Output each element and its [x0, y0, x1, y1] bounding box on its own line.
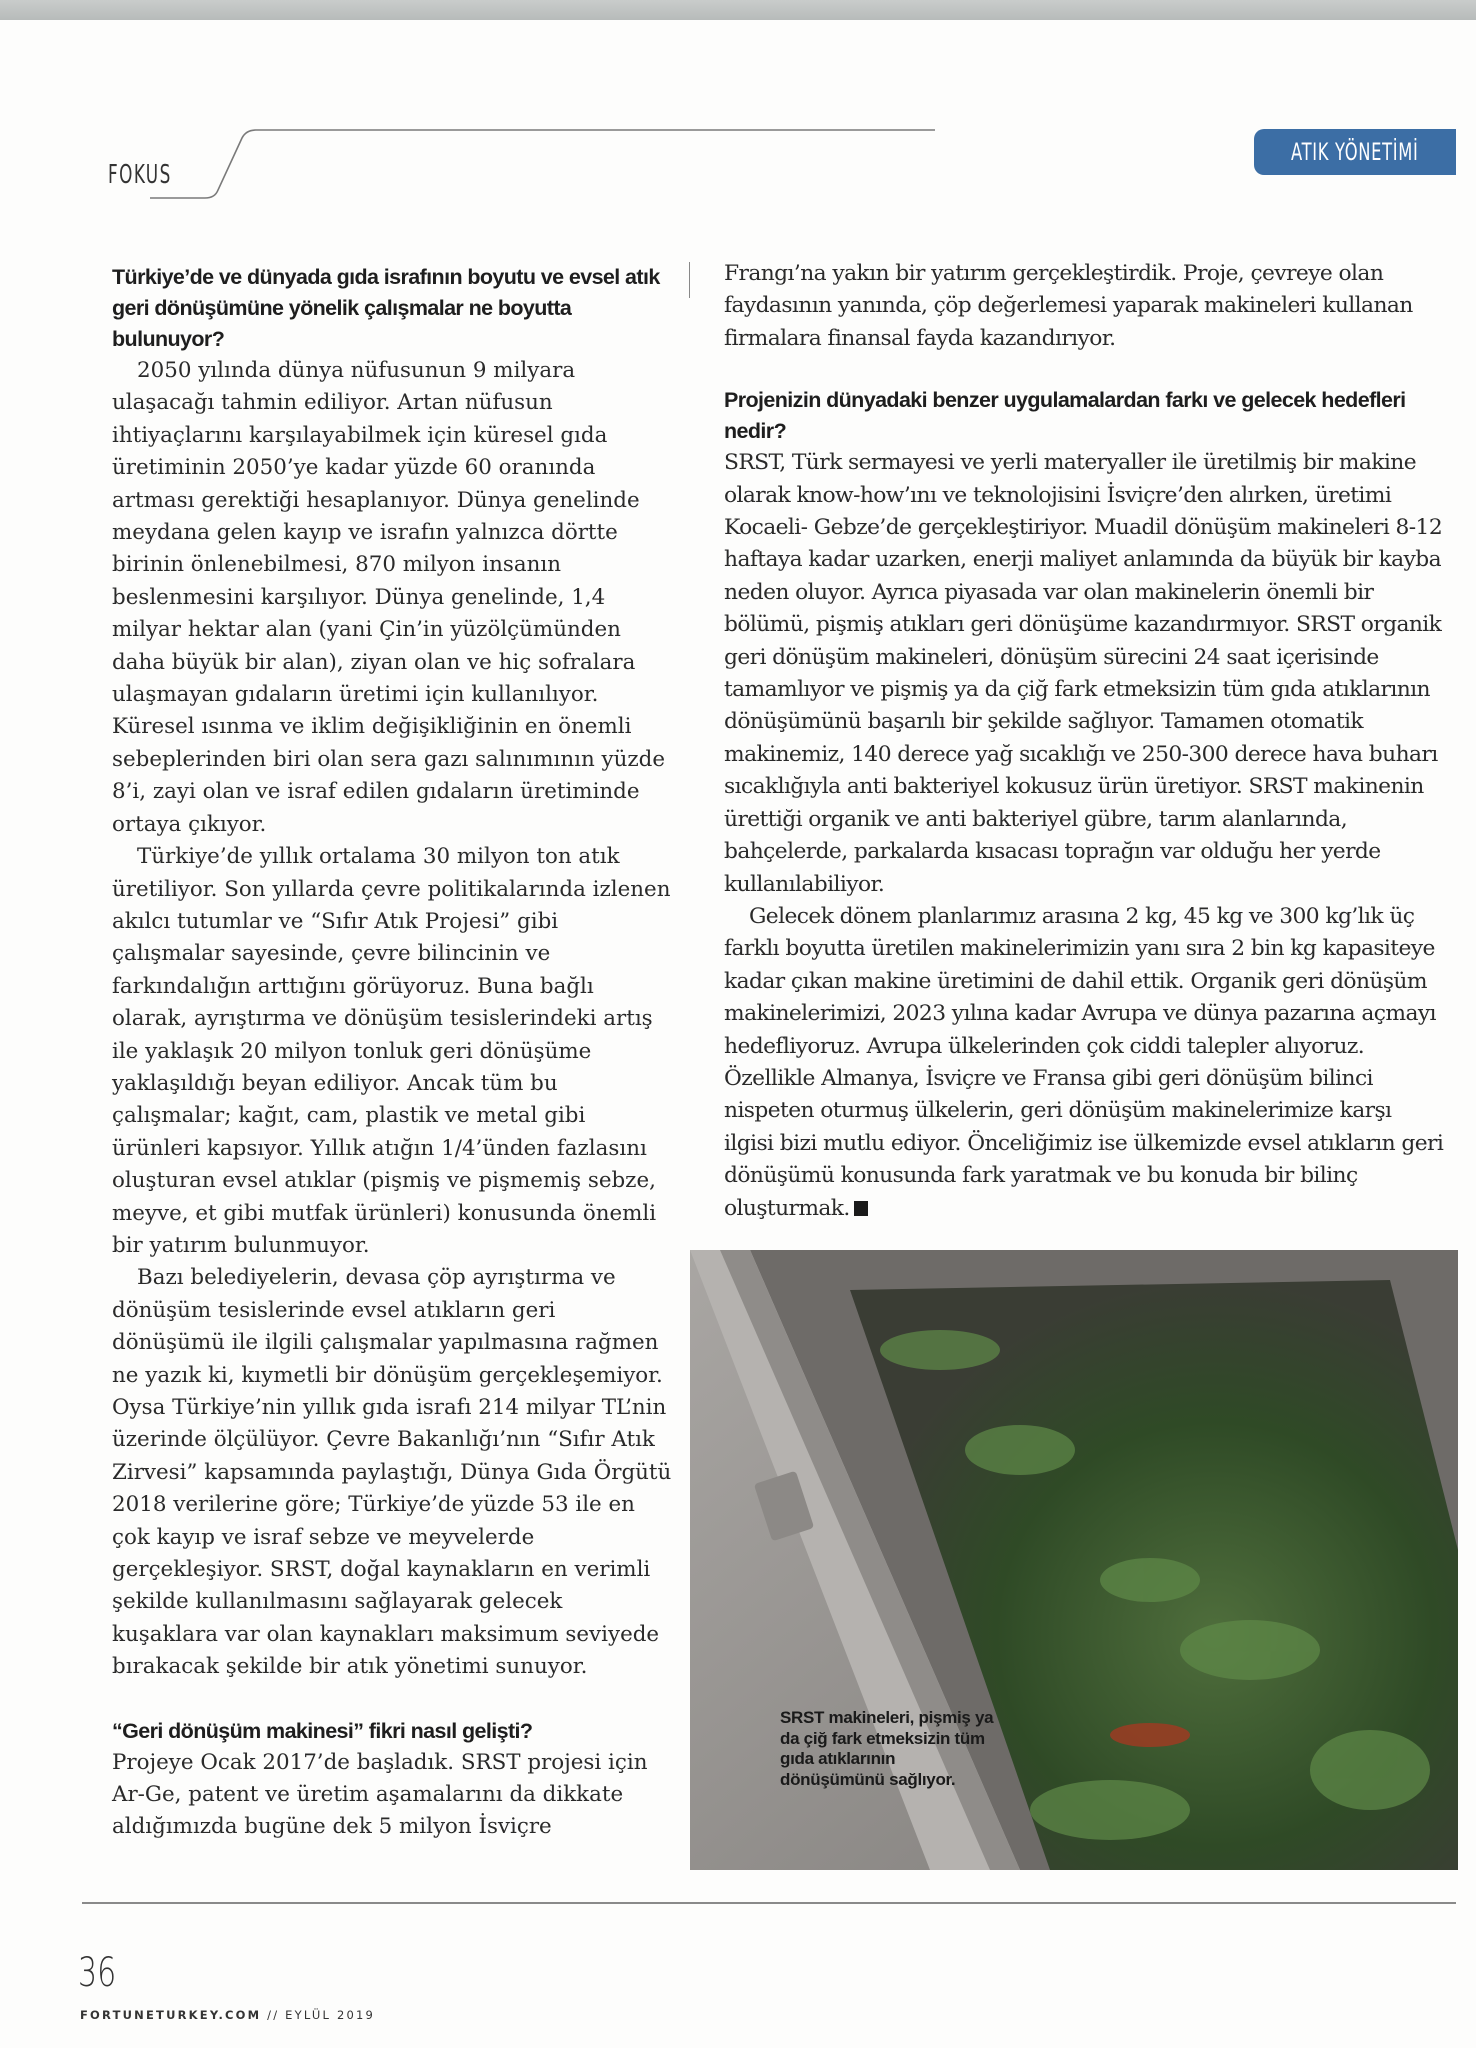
header-rule [100, 120, 940, 210]
paragraph: 2050 yılında dünya nüfusunun 9 milyara ulaşacağı tahmin ediliyor. Artan nüfusun ihtiyaçlarını karşılayabilmek için küresel gıda üretiminin 2050’ye kadar yüzde 60 oranında artması gerektiği hesaplanıyor. Dünya genelinde meydana gelen kayıp ve israfın yalnızca dörtte birinin önlenebilmesi, 870 milyon insanın beslenmesini karşılıyor. Dünya genelinde, 1,4 milyar hektar alan (yani Çin’in yüzölçümünden daha büyük bir alan), ziyan olan ve hiç sofralara ulaşmayan gıdaların üretimi için kullanılıyor. Küresel ısınma ve iklim değişikliğinin en önemli sebeplerinden biri olan sera gazı salınımının yüzde 8’i, zayi olan ve israf edilen gıdaların üretiminde ortaya çıkıyor. [112, 358, 666, 837]
end-of-article-mark-icon [854, 1201, 868, 1216]
paragraph: SRST, Türk sermayesi ve yerli materyaller ile üretilmiş bir makine olarak know-how’ını ve teknolojisini İsviçre’den alırken, üretimi Kocaeli- Gebze’de gerçekleştiriyor. Muadil dönüşüm makineleri 8-12 haftaya kadar uzarken, enerji maliyet anlamında da büyük bir kayba neden oluyor. Ayrıca piyasada var olan makinelerin önemli bir bölümü, pişmiş atıkları geri dönüşüme kazandırmıyor. SRST organik geri dönüşüm makineleri, dönüşüm sürecini 24 saat içerisinde tamamlıyor ve pişmiş ya da çiğ fark etmeksizin tüm gıda atıklarının dönüşümünü başarılı bir şekilde sağlıyor. Tamamen otomatik makinemiz, 140 derece yağ sıcaklığı ve 250-300 derece hava buharı sıcaklığıyla anti bakteriyel kokusuz ürün üretiyor. SRST makinenin ürettiği organik ve anti bakteriyel gübre, tarım alanlarında, bahçelerde, parkalarda kısacası toprağın var olduğu her yerde kullanılabiliyor. [724, 450, 1443, 897]
left-column [112, 262, 672, 1844]
question-heading: Projenizin dünyadaki benzer uygulamalardan farkı ve gelecek hedefleri nedir? [724, 388, 1406, 444]
question-heading: Türkiye’de ve dünyada gıda israfının boyutu ve evsel atık geri dönüşümüne yönelik çalışmalar ne boyutta bulunuyor? [112, 265, 660, 351]
paragraph: Projeye Ocak 2017’de başladık. SRST projesi için Ar-Ge, patent ve üretim aşamalarını da dikkate aldığımızda bugüne dek 5 milyon İsviçre [112, 1749, 648, 1840]
paragraph: Gelecek dönem planlarımız arasına 2 kg, 45 kg ve 300 kg’lık üç farklı boyutta üretilen makinelerimizin yanı sıra 2 bin kg kapasiteye kadar çıkan makine üretimini de dahil ettik. Organik geri dönüşüm makinelerimizi, 2023 yılına kadar Avrupa ve dünya pazarına açmayı hedefliyoruz. Avrupa ülkelerinden çok ciddi talepler alıyoruz. Özellikle Almanya, İsviçre ve Fransa gibi geri dönüşüm bilinci nispeten oturmuş ülkelerin, geri dönüşüm makinelerimize karşı ilgisi bizi mutlu ediyor. Önceliğimiz ise ülkemizde evsel atıkların geri dönüşümü konusunda fark yaratmak ve bu konuda bir bilinç oluşturmak. [724, 903, 1444, 1221]
category-badge-label: ATIK YÖNETİMİ [1291, 138, 1419, 166]
section-label: FOKUS [108, 160, 172, 190]
photo-caption: SRST makineleri, pişmiş ya da çiğ fark etmeksizin tüm gıda atıklarının dönüşümünü sağlıyor. [780, 1708, 994, 1789]
paragraph: Bazı belediyelerin, devasa çöp ayrıştırma ve dönüşüm tesislerinde evsel atıkların geri dönüşümü ile ilgili çalışmalar yapılmasına rağmen ne yazık ki, kıymetli bir dönüşüm gerçekleşemiyor. Oysa Türkiye’nin yıllık gıda israfı 214 milyar TL’nin üzerinde ölçülüyor. Çevre Bakanlığı’nın “Sıfır Atık Zirvesi” kapsamında paylaştığı, Dünya Gıda Örgütü 2018 verilerine göre; Türkiye’de yüzde 53 ile en çok kayıp ve israf sebze ve meyvelerde gerçekleşiyor. SRST, doğal kaynakların en verimli şekilde kullanılmasını sağlayarak gelecek kuşaklara var olan kaynakları maksimum seviyede bırakacak şekilde bir atık yönetimi sunuyor. [112, 1265, 672, 1680]
footer-line [80, 2008, 375, 2022]
paragraph: Frangı’na yakın bir yatırım gerçekleştirdik. Proje, çevreye olan faydasının yanında, çöp değerlemesi yaparak makineleri kullanan firmalara finansal fayda kazandırıyor. [724, 261, 1413, 351]
right-column [724, 258, 1444, 1225]
footer-separator: // [261, 2008, 286, 2022]
footer-rule [82, 1902, 1456, 1904]
footer-issue: EYLÜL 2019 [285, 2008, 376, 2022]
question-heading: “Geri dönüşüm makinesi” fikri nasıl gelişti? [112, 1718, 533, 1743]
category-badge [1254, 129, 1456, 175]
column-divider [689, 262, 690, 298]
scan-top-edge [0, 0, 1476, 20]
footer-site: FORTUNETURKEY.COM [80, 2008, 262, 2022]
paragraph: Türkiye’de yıllık ortalama 30 milyon ton atık üretiliyor. Son yıllarda çevre politikalarında izlenen akılcı tutumlar ve “Sıfır Atık Projesi” gibi çalışmalar sayesinde, çevre bilincinin ve farkındalığın arttığını görüyoruz. Buna bağlı olarak, ayrıştırma ve dönüşüm tesislerindeki artış ile yaklaşık 20 milyon tonluk geri dönüşüme yaklaşıldığı beyan ediliyor. Ancak tüm bu çalışmalar; kağıt, cam, plastik ve metal gibi ürünleri kapsıyor. Yıllık atığın 1/4’ünden fazlasını oluşturan evsel atıklar (pişmiş ve pişmemiş sebze, meyve, et gibi mutfak ürünleri) konusunda önemli bir yatırım bulunmuyor. [112, 844, 671, 1258]
page-number: 36 [78, 1950, 117, 1996]
